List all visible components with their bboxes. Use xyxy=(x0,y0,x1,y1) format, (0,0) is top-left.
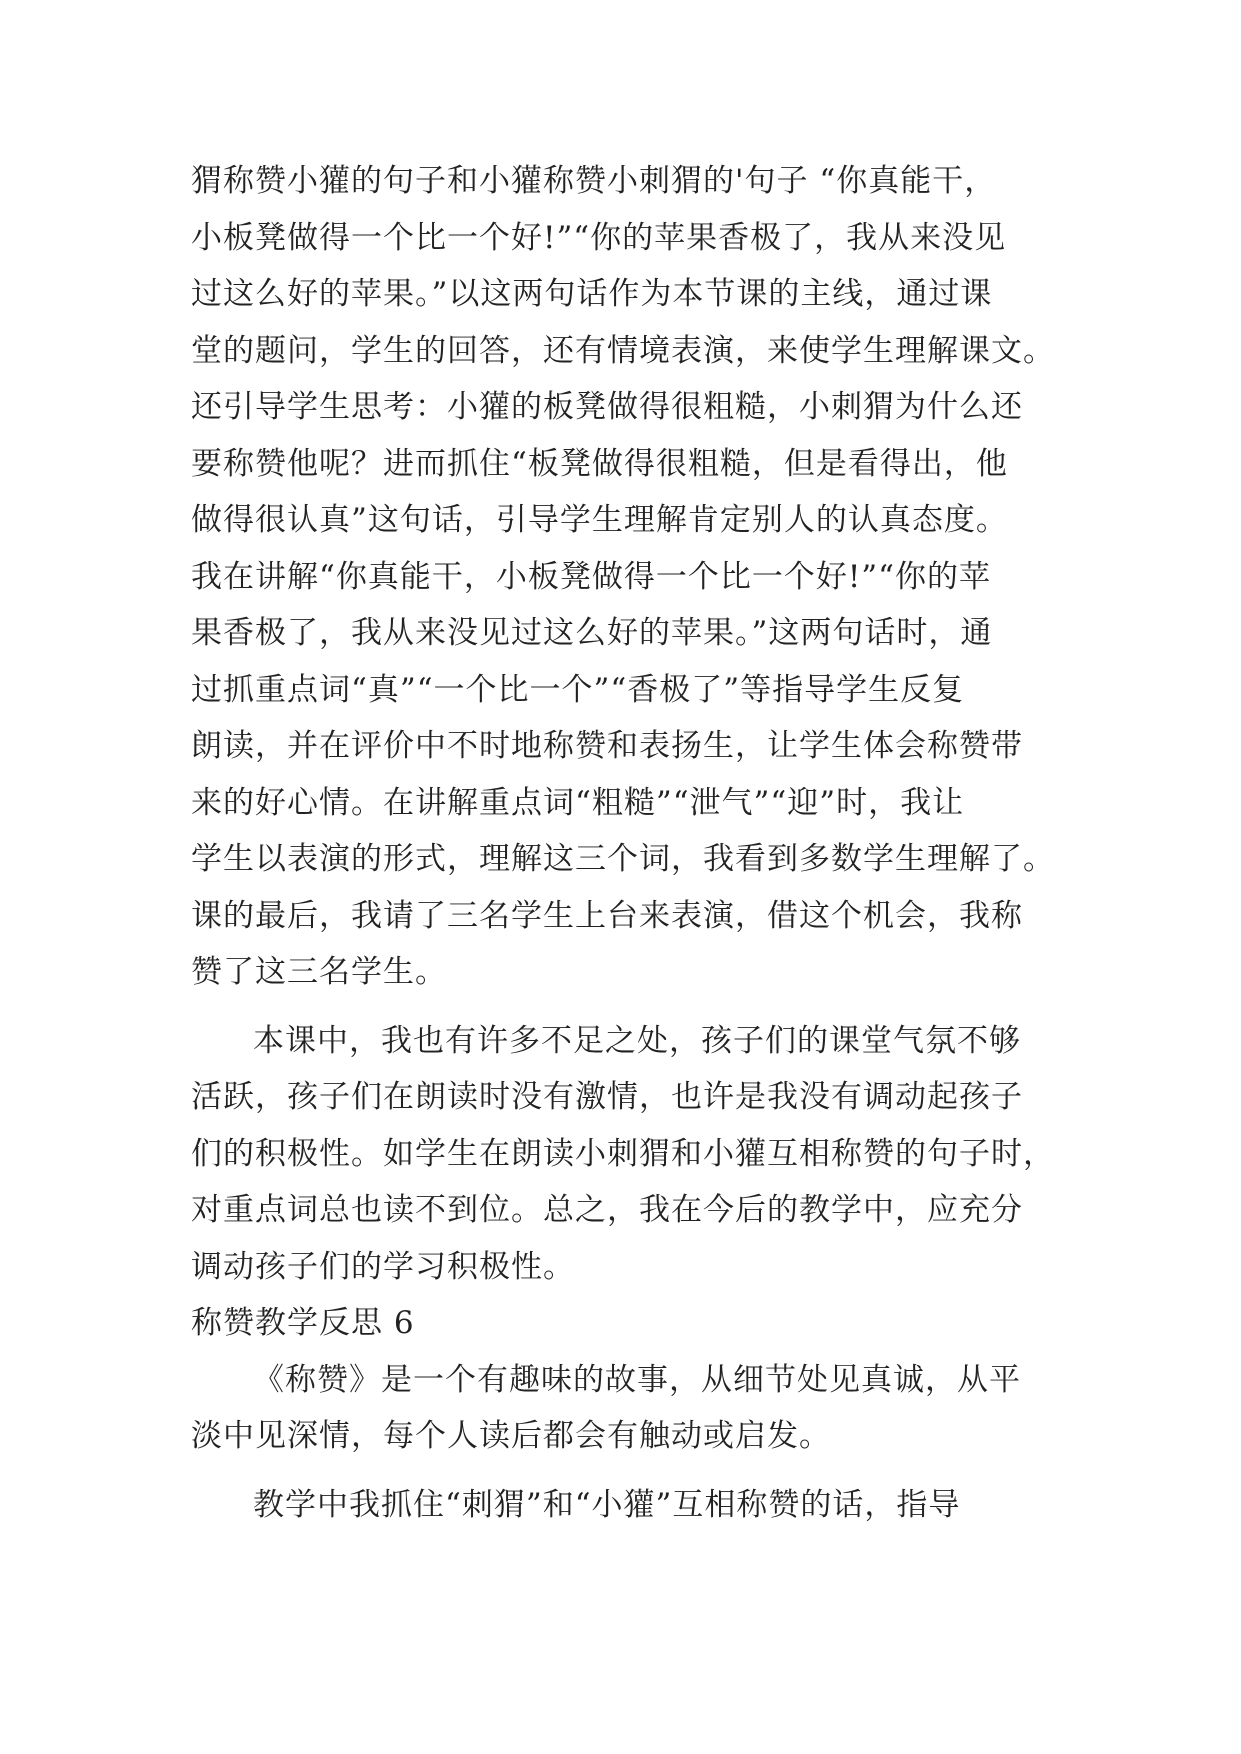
paragraph-4 xyxy=(191,1477,1061,1534)
text-line: 过抓重点词“真”“一个比一个”“香极了”等指导学生反复 xyxy=(191,671,965,708)
text-line: 来的好心情。在讲解重点词“粗糙”“泄气”“迎”时，我让 xyxy=(191,784,965,821)
document-body xyxy=(191,153,1061,1533)
text-line: 赞了这三名学生。 xyxy=(191,954,447,990)
text-line: 对重点词总也读不到位。总之，我在今后的教学中，应充分 xyxy=(191,1192,1023,1228)
text-line: 本课中，我也有许多不足之处，孩子们的课堂气氛不够 xyxy=(253,1022,1021,1059)
paragraph-spacer xyxy=(191,1001,1061,1013)
paragraph-spacer xyxy=(191,1465,1061,1477)
text-line: 做得很认真”这句话，引导学生理解肯定别人的认真态度。 xyxy=(191,502,1008,538)
text-line: 过这么好的苹果。”以这两句话作为本节课的主线，通过课 xyxy=(191,276,993,312)
heading-text: 称赞教学反思 6 xyxy=(191,1305,415,1341)
text-line: 《称赞》是一个有趣味的故事，从细节处见真诚，从平 xyxy=(253,1361,1021,1398)
paragraph-1 xyxy=(191,153,1061,1001)
text-line: 猬称赞小獾的句子和小獾称赞小刺猬的'句子 “你真能干， xyxy=(191,163,997,199)
text-line: 果香极了，我从来没见过这么好的苹果。”这两句话时，通 xyxy=(191,615,993,651)
text-line: 课的最后，我请了三名学生上台来表演，借这个机会，我称 xyxy=(191,897,1023,934)
text-line: 们的积极性。如学生在朗读小刺猬和小獾互相称赞的句子时， xyxy=(191,1135,1055,1172)
paragraph-3 xyxy=(191,1352,1061,1465)
text-line: 朗读，并在评价中不时地称赞和表扬生，让学生体会称赞带 xyxy=(191,728,1023,764)
section-heading xyxy=(191,1295,1061,1352)
text-line: 堂的题问，学生的回答，还有情境表演，来使学生理解课文。 xyxy=(191,332,1055,369)
text-line: 教学中我抓住“刺猬”和“小獾”互相称赞的话，指导 xyxy=(253,1486,961,1523)
paragraph-2 xyxy=(191,1013,1061,1296)
text-line: 我在讲解“你真能干，小板凳做得一个比一个好!”“你的苹 xyxy=(191,558,991,595)
text-line: 调动孩子们的学习积极性。 xyxy=(191,1248,575,1285)
text-line: 要称赞他呢？进而抓住“板凳做得很粗糙，但是看得出，他 xyxy=(191,445,1008,482)
text-line: 小板凳做得一个比一个好!”“你的苹果香极了，我从来没见 xyxy=(191,219,1007,256)
text-line: 活跃，孩子们在朗读时没有激情，也许是我没有调动起孩子 xyxy=(191,1079,1023,1115)
text-line: 还引导学生思考：小獾的板凳做得很粗糙，小刺猬为什么还 xyxy=(191,389,1023,425)
text-line: 学生以表演的形式，理解这三个词，我看到多数学生理解了。 xyxy=(191,841,1055,877)
text-line: 淡中见深情，每个人读后都会有触动或启发。 xyxy=(191,1418,831,1454)
